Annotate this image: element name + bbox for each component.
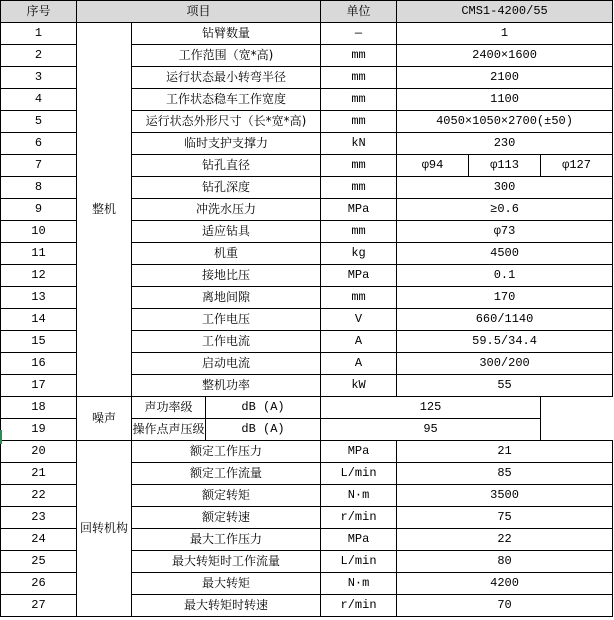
row-value: ≥0.6 [397, 199, 613, 221]
row-item: 机重 [132, 243, 321, 265]
row-value: 59.5/34.4 [397, 331, 613, 353]
row-value: 230 [397, 133, 613, 155]
row-item: 钻孔直径 [132, 155, 321, 177]
row-unit: MPa [321, 265, 397, 287]
row-value: 2400×1600 [397, 45, 613, 67]
row-no: 8 [1, 177, 77, 199]
row-no: 20 [1, 441, 77, 463]
row-value-a: φ94 [397, 155, 469, 177]
row-no: 13 [1, 287, 77, 309]
row-unit: mm [321, 45, 397, 67]
row-item: 额定工作流量 [132, 463, 321, 485]
header-row [1, 1, 613, 23]
row-unit: dB (A) [206, 419, 321, 441]
row-value: 80 [397, 551, 613, 573]
row-no: 21 [1, 463, 77, 485]
row-unit: MPa [321, 529, 397, 551]
row-unit: kN [321, 133, 397, 155]
row-no: 16 [1, 353, 77, 375]
row-item: 运行状态外形尺寸（长*宽*高) [132, 111, 321, 133]
row-no: 15 [1, 331, 77, 353]
row-item: 工作电流 [132, 331, 321, 353]
row-value: 170 [397, 287, 613, 309]
row-item: 额定工作压力 [132, 441, 321, 463]
row-value-b: φ113 [469, 155, 541, 177]
row-unit: mm [321, 221, 397, 243]
row-value: 22 [397, 529, 613, 551]
row-value-c: φ127 [541, 155, 613, 177]
row-unit: MPa [321, 199, 397, 221]
row-item: 钻臂数量 [132, 23, 321, 45]
row-unit: N·m [321, 485, 397, 507]
row-item: 运行状态最小转弯半径 [132, 67, 321, 89]
row-no: 4 [1, 89, 77, 111]
header-unit: 单位 [321, 1, 397, 23]
row-item: 声功率级 [132, 397, 206, 419]
row-value: φ73 [397, 221, 613, 243]
header-model: CMS1-4200/55 [397, 1, 613, 23]
row-item: 适应钻具 [132, 221, 321, 243]
row-no: 6 [1, 133, 77, 155]
row-item: 工作电压 [132, 309, 321, 331]
row-no: 26 [1, 573, 77, 595]
row-no: 5 [1, 111, 77, 133]
row-unit: A [321, 331, 397, 353]
row-value: 4500 [397, 243, 613, 265]
row-unit: A [321, 353, 397, 375]
row-item: 工作状态稳车工作宽度 [132, 89, 321, 111]
row-unit: mm [321, 67, 397, 89]
row-unit: MPa [321, 441, 397, 463]
table-row [1, 397, 613, 419]
row-item: 启动电流 [132, 353, 321, 375]
row-value: 125 [321, 397, 541, 419]
row-value: 660/1140 [397, 309, 613, 331]
row-no: 19 [1, 419, 77, 441]
row-no: 22 [1, 485, 77, 507]
row-value: 21 [397, 441, 613, 463]
row-no: 7 [1, 155, 77, 177]
group-rotary: 回转机构 [77, 441, 132, 617]
row-item: 接地比压 [132, 265, 321, 287]
row-unit: V [321, 309, 397, 331]
row-value: 4050×1050×2700(±50) [397, 111, 613, 133]
row-item: 钻孔深度 [132, 177, 321, 199]
row-value: 1100 [397, 89, 613, 111]
row-item: 额定转速 [132, 507, 321, 529]
row-value: 95 [321, 419, 541, 441]
row-unit: mm [321, 89, 397, 111]
row-item: 工作范围（宽*高) [132, 45, 321, 67]
row-no: 3 [1, 67, 77, 89]
row-no: 25 [1, 551, 77, 573]
header-item: 项目 [77, 1, 321, 23]
row-unit: mm [321, 287, 397, 309]
row-no: 17 [1, 375, 77, 397]
group-whole: 整机 [77, 23, 132, 397]
row-unit: mm [321, 111, 397, 133]
row-no: 24 [1, 529, 77, 551]
row-value: 1 [397, 23, 613, 45]
row-unit: L/min [321, 551, 397, 573]
table-row [1, 441, 613, 463]
row-item: 最大转矩时工作流量 [132, 551, 321, 573]
row-unit: kg [321, 243, 397, 265]
row-no: 11 [1, 243, 77, 265]
row-value: 55 [397, 375, 613, 397]
row-no: 18 [1, 397, 77, 419]
row-unit: r/min [321, 507, 397, 529]
header-no: 序号 [1, 1, 77, 23]
row-unit: mm [321, 177, 397, 199]
row-item: 冲洗水压力 [132, 199, 321, 221]
row-item: 额定转矩 [132, 485, 321, 507]
row-item: 整机功率 [132, 375, 321, 397]
row-no: 2 [1, 45, 77, 67]
row-unit: dB (A) [206, 397, 321, 419]
row-value: 75 [397, 507, 613, 529]
cell-comment-marker [0, 430, 2, 444]
row-item: 最大工作压力 [132, 529, 321, 551]
group-noise: 噪声 [77, 397, 132, 441]
row-value: 300 [397, 177, 613, 199]
row-unit: mm [321, 155, 397, 177]
row-unit: r/min [321, 595, 397, 617]
row-no: 9 [1, 199, 77, 221]
row-no: 10 [1, 221, 77, 243]
row-no: 27 [1, 595, 77, 617]
row-item: 临时支护支撑力 [132, 133, 321, 155]
row-item: 最大转矩时转速 [132, 595, 321, 617]
row-value: 3500 [397, 485, 613, 507]
row-value: 0.1 [397, 265, 613, 287]
row-item: 操作点声压级 [132, 419, 206, 441]
row-no: 23 [1, 507, 77, 529]
row-no: 14 [1, 309, 77, 331]
row-value: 70 [397, 595, 613, 617]
row-value: 2100 [397, 67, 613, 89]
row-value: 4200 [397, 573, 613, 595]
row-no: 1 [1, 23, 77, 45]
row-item: 离地间隙 [132, 287, 321, 309]
row-unit: L/min [321, 463, 397, 485]
row-value: 85 [397, 463, 613, 485]
row-no: 12 [1, 265, 77, 287]
row-unit: — [321, 23, 397, 45]
row-value: 300/200 [397, 353, 613, 375]
row-item: 最大转矩 [132, 573, 321, 595]
row-unit: N·m [321, 573, 397, 595]
row-unit: kW [321, 375, 397, 397]
table-row [1, 23, 613, 45]
